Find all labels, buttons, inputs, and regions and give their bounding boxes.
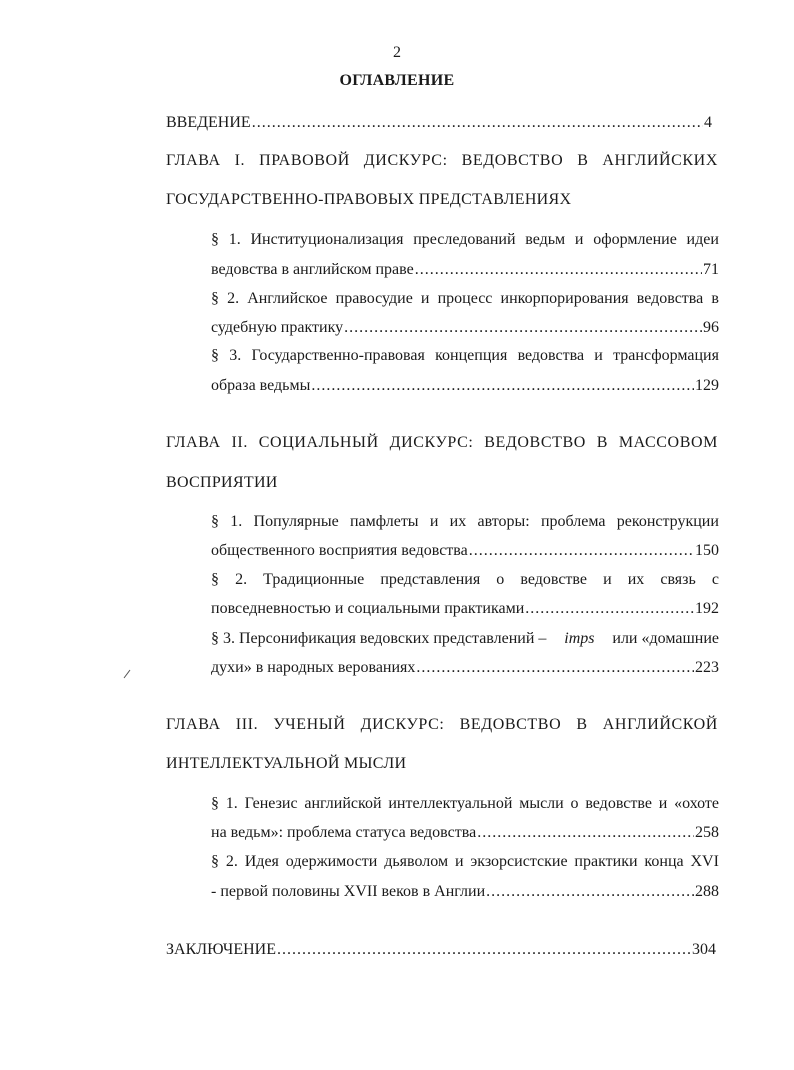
- chapter-3-section-1-line2[interactable]: [211, 823, 719, 843]
- word: английской: [304, 795, 382, 812]
- chapter-2-section-2-line2[interactable]: [211, 599, 719, 619]
- word: ВЕДОВСТВО: [459, 716, 562, 733]
- dot-leader: [525, 599, 694, 619]
- italic-term: imps: [564, 630, 595, 647]
- word: и: [429, 513, 439, 530]
- word: ГЛАВА: [166, 152, 221, 169]
- word: Генезис: [244, 795, 298, 812]
- word: идеи: [686, 231, 719, 248]
- word: §: [211, 231, 219, 248]
- word: ведьм: [525, 231, 566, 248]
- word: ведовства: [636, 290, 704, 307]
- word: в: [711, 290, 719, 307]
- word: §: [211, 795, 219, 812]
- word: преследований: [413, 231, 516, 248]
- chapter-1-heading-line1[interactable]: [166, 151, 718, 171]
- word: УЧЕНЫЙ: [273, 716, 346, 733]
- word: Государственно-правовая: [251, 347, 425, 364]
- word: ДИСКУРС:: [389, 434, 474, 451]
- entry-page: 129: [695, 377, 719, 394]
- word: «охоте: [674, 795, 719, 812]
- word: 2.: [225, 853, 238, 870]
- chapter-2-section-1-line1[interactable]: [211, 512, 719, 532]
- word: и: [574, 231, 584, 248]
- entry-page: 96: [703, 319, 719, 336]
- word: их: [627, 571, 645, 588]
- chapter-1-section-2-line1[interactable]: [211, 289, 719, 309]
- word: их: [449, 513, 467, 530]
- word: 1.: [228, 231, 241, 248]
- chapter-1-heading-line2: ГОСУДАРСТВЕННО-ПРАВОВЫХ ПРЕДСТАВЛЕНИЯХ: [166, 191, 572, 208]
- word: §: [211, 571, 219, 588]
- word: инкорпорирования: [500, 290, 629, 307]
- chapter-2-section-1-line2[interactable]: [211, 541, 719, 561]
- word: ВЕДОВСТВО: [461, 152, 564, 169]
- word: §: [211, 290, 219, 307]
- chapter-2-section-3-line1[interactable]: [211, 629, 719, 649]
- word: ведовства: [517, 347, 585, 364]
- word: В: [576, 716, 588, 733]
- chapter-2-section-3-line2[interactable]: [211, 658, 719, 678]
- entry-label: образа ведьмы: [211, 377, 311, 394]
- word: экзорсистские: [470, 853, 568, 870]
- entry-label: ЗАКЛЮЧЕНИЕ: [166, 941, 276, 958]
- word: XVI: [690, 853, 719, 870]
- word: дьяволом: [384, 853, 449, 870]
- word: ВЕДОВСТВО: [484, 434, 586, 451]
- toc-entry-conclusion[interactable]: [166, 940, 716, 960]
- chapter-3-heading-line2: ИНТЕЛЛЕКТУАЛЬНОЙ МЫСЛИ: [166, 755, 407, 772]
- dot-leader: [344, 318, 702, 338]
- entry-page: 192: [695, 600, 719, 617]
- chapter-1-section-3-line2[interactable]: [211, 376, 719, 396]
- chapter-1-section-2-line2[interactable]: [211, 318, 719, 338]
- word: В: [577, 152, 589, 169]
- page-number: 2: [393, 44, 401, 61]
- word: 3.: [229, 347, 242, 364]
- entry-page: 4: [704, 114, 712, 131]
- word: конца: [644, 853, 684, 870]
- dot-leader: [469, 541, 694, 561]
- dot-leader: [477, 823, 694, 843]
- word: и: [420, 290, 430, 307]
- entry-label: на ведьм»: проблема статуса ведовства: [211, 824, 477, 841]
- word: правосудие: [335, 290, 413, 307]
- word: 2.: [227, 290, 240, 307]
- word: I.: [234, 152, 246, 169]
- word: Традиционные: [263, 571, 365, 588]
- word: МАССОВОМ: [618, 434, 718, 451]
- chapter-1-section-1-line1[interactable]: [211, 230, 719, 250]
- word: мысли: [519, 795, 564, 812]
- line-prefix: § 3. Персонификация ведовских представлений –: [211, 630, 547, 647]
- entry-label: повседневностью и социальными практиками: [211, 600, 525, 617]
- dot-leader: [252, 113, 703, 133]
- word: процесс: [437, 290, 493, 307]
- entry-page: 304: [692, 941, 716, 958]
- entry-page: 71: [703, 261, 719, 278]
- word: представления: [380, 571, 481, 588]
- toc-title: ОГЛАВЛЕНИЕ: [339, 72, 455, 89]
- word: §: [211, 513, 219, 530]
- chapter-3-section-2-line1[interactable]: [211, 852, 719, 872]
- chapter-3-heading-line1[interactable]: [166, 715, 718, 735]
- word: Идея: [244, 853, 279, 870]
- chapter-2-section-2-line1[interactable]: [211, 570, 719, 590]
- word: связь: [660, 571, 696, 588]
- word: концепция: [435, 347, 508, 364]
- word: памфлеты: [349, 513, 419, 530]
- word: ГЛАВА: [166, 716, 221, 733]
- dot-leader: [416, 658, 694, 678]
- word: АНГЛИЙСКИХ: [602, 152, 718, 169]
- entry-label: судебную практику: [211, 319, 344, 336]
- word: ГЛАВА: [166, 434, 221, 451]
- entry-page: 150: [695, 542, 719, 559]
- word: ведовстве: [585, 795, 652, 812]
- entry-page: 223: [695, 659, 719, 676]
- line-suffix: или «домашние: [612, 630, 719, 647]
- word: Английское: [247, 290, 328, 307]
- word: и: [603, 571, 612, 588]
- entry-label: ВВЕДЕНИЕ: [166, 114, 251, 131]
- word: ПРАВОВОЙ: [259, 152, 350, 169]
- toc-entry-introduction[interactable]: [166, 113, 712, 133]
- chapter-2-heading-line1[interactable]: [166, 433, 718, 453]
- entry-label: общественного восприятия ведовства: [211, 542, 468, 559]
- word: АНГЛИЙСКОЙ: [602, 716, 718, 733]
- dot-leader: [415, 260, 702, 280]
- chapter-3-section-2-line2[interactable]: [211, 882, 719, 902]
- word: и: [594, 347, 603, 364]
- chapter-2-heading-line2: ВОСПРИЯТИИ: [166, 474, 278, 491]
- word: 2.: [235, 571, 248, 588]
- word: и: [658, 795, 668, 812]
- chapter-3-section-1-line1[interactable]: [211, 794, 719, 814]
- scan-mark-icon: [122, 668, 132, 680]
- word: Популярные: [253, 513, 339, 530]
- word: ДИСКУРС:: [363, 152, 448, 169]
- word: о: [496, 571, 505, 588]
- word: авторы:: [477, 513, 530, 530]
- word: §: [211, 347, 219, 364]
- word: проблема: [540, 513, 606, 530]
- word: интеллектуальной: [388, 795, 513, 812]
- word: СОЦИАЛЬНЫЙ: [258, 434, 379, 451]
- word: с: [711, 571, 719, 588]
- entry-page: 288: [695, 883, 719, 900]
- word: III.: [235, 716, 259, 733]
- dot-leader: [311, 376, 694, 396]
- word: практики: [574, 853, 638, 870]
- entry-label: - первой половины XVII веков в Англии: [211, 883, 486, 900]
- word: оформление: [593, 231, 677, 248]
- entry-label: духи» в народных верованиях: [211, 659, 416, 676]
- chapter-1-section-1-line2[interactable]: [211, 260, 719, 280]
- word: реконструкции: [616, 513, 719, 530]
- word: II.: [231, 434, 248, 451]
- entry-page: 258: [695, 824, 719, 841]
- word: ведовстве: [520, 571, 587, 588]
- word: §: [211, 853, 219, 870]
- dot-leader: [277, 940, 691, 960]
- word: о: [570, 795, 579, 812]
- word: 1.: [225, 795, 238, 812]
- word: Институционализация: [250, 231, 404, 248]
- word: и: [454, 853, 464, 870]
- entry-label: ведовства в английском праве: [211, 261, 414, 278]
- dot-leader: [486, 882, 694, 902]
- word: ДИСКУРС:: [360, 716, 445, 733]
- word: одержимости: [285, 853, 378, 870]
- word: 1.: [230, 513, 243, 530]
- chapter-1-section-3-line1[interactable]: [211, 346, 719, 366]
- word: трансформация: [613, 347, 719, 364]
- word: В: [596, 434, 608, 451]
